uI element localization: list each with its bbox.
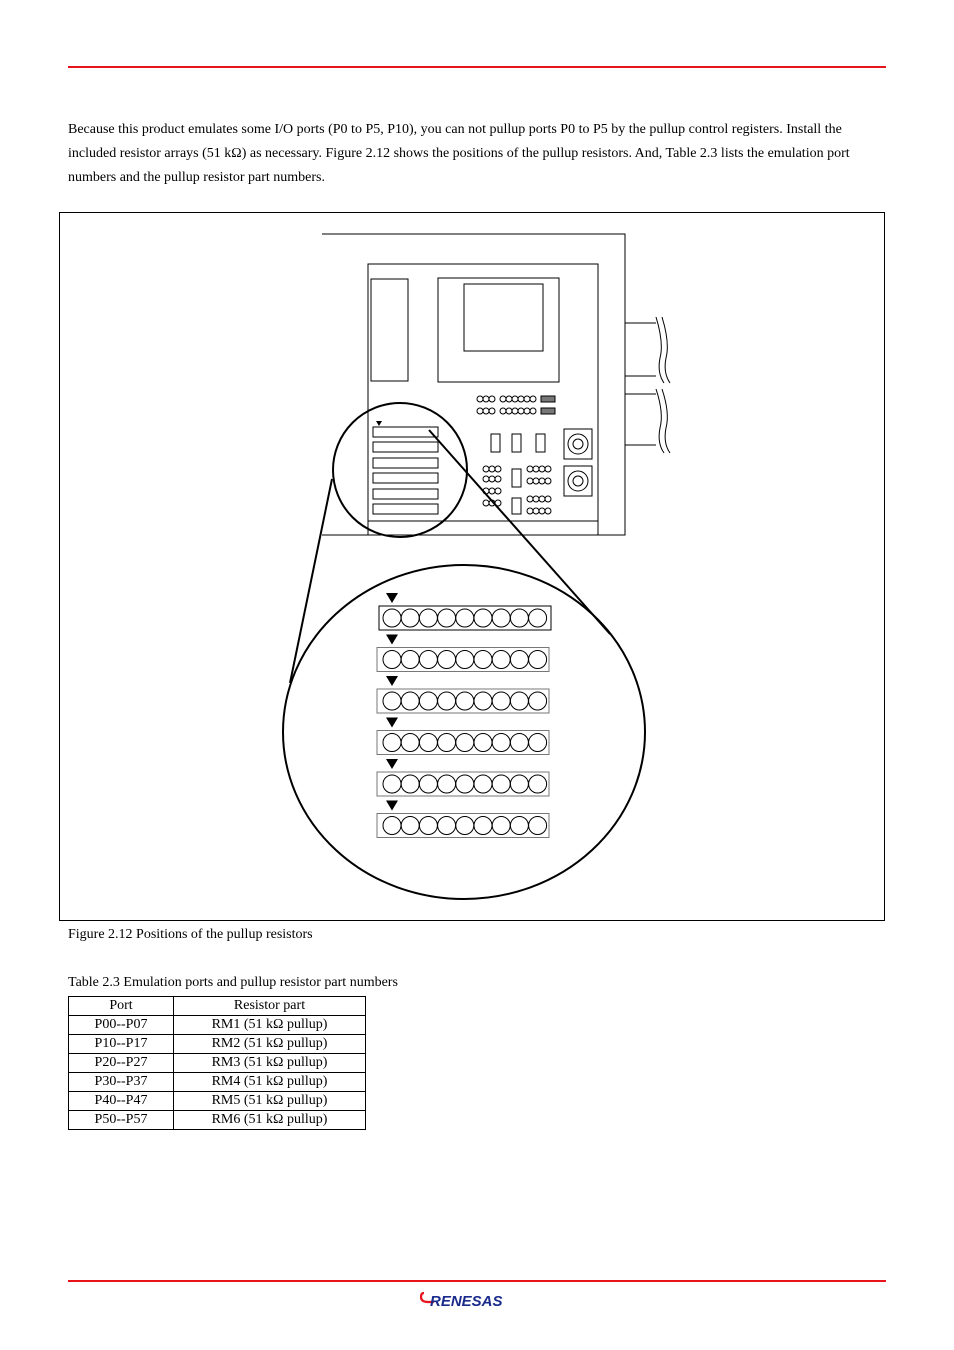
- resistor-pin: [456, 734, 474, 752]
- resistor-pin: [401, 817, 419, 835]
- resistor-pin: [456, 651, 474, 669]
- resistor-pin: [438, 651, 456, 669]
- table-caption: Table 2.3 Emulation ports and pullup resistor part numbers: [68, 975, 398, 990]
- resistor-pin: [529, 734, 547, 752]
- magnified-resistor-arrays: [377, 593, 551, 838]
- resistor-pin: [474, 609, 492, 627]
- resistor-pin: [438, 734, 456, 752]
- renesas-logo: [420, 1289, 534, 1311]
- figure-frame: [59, 212, 885, 921]
- magnified-view-circle: [283, 565, 645, 899]
- port-resistor-table: [68, 996, 366, 1130]
- resistor-pin: [510, 775, 528, 793]
- left-connector: [371, 279, 408, 381]
- resistor-pin: [456, 609, 474, 627]
- resistor-pin: [474, 692, 492, 710]
- resistor-pin: [383, 609, 401, 627]
- resistor-pin: [529, 692, 547, 710]
- board-diagram: [60, 213, 886, 922]
- pin1-marker-icon: [386, 635, 398, 645]
- logo-text: RENESAS: [430, 1293, 503, 1310]
- pin1-marker-icon: [386, 676, 398, 686]
- body-paragraph: Because this product emulates some I/O ports (P0 to P5, P10), you can not pullup ports P0 to P5 by the pullup control registers. Install the included resistor arrays (51 kΩ) as necessary. Figure 2.12 shows the positions of the pullup resistors. And, Table 2.3 lists the emulation port numbers and the pullup resistor part numbers.: [68, 122, 850, 185]
- header-port: Port: [69, 997, 174, 1016]
- resistor-pin: [383, 734, 401, 752]
- resistor-pin: [492, 609, 510, 627]
- resistor-pin: [510, 692, 528, 710]
- resistor-array: [379, 606, 551, 630]
- resistor-pin: [383, 817, 401, 835]
- resistor-pin: [419, 734, 437, 752]
- resistor-pin: [438, 609, 456, 627]
- resistor-pin: [492, 817, 510, 835]
- resistor-pin: [456, 775, 474, 793]
- board-resistor-arrays: [373, 427, 438, 514]
- resistor-pin: [419, 692, 437, 710]
- port-cell: P50--P57: [69, 1111, 174, 1130]
- jumper-block-2: [483, 466, 551, 514]
- table-row: [69, 1035, 366, 1054]
- mcu-chip: [464, 284, 543, 351]
- resistor-pin: [438, 775, 456, 793]
- resistor-pin: [474, 651, 492, 669]
- resistor-pin: [383, 651, 401, 669]
- port-cell: P00--P07: [69, 1016, 174, 1035]
- resistor-pin: [419, 775, 437, 793]
- resistor-pin: [510, 817, 528, 835]
- resistor-pin: [529, 609, 547, 627]
- resistor-pin: [401, 651, 419, 669]
- header-rule: [68, 66, 886, 68]
- table-row: [69, 1111, 366, 1130]
- resistor-pin: [401, 775, 419, 793]
- board-outline: [322, 234, 625, 535]
- resistor-pin: [419, 651, 437, 669]
- resistor-pin: [492, 651, 510, 669]
- table-header-row: [69, 997, 366, 1016]
- resistor-cell: RM6 (51 kΩ pullup): [174, 1111, 366, 1130]
- port-cell: P40--P47: [69, 1092, 174, 1111]
- resistor-pin: [529, 651, 547, 669]
- table-row: [69, 1016, 366, 1035]
- resistor-cell: RM3 (51 kΩ pullup): [174, 1054, 366, 1073]
- table-row: [69, 1092, 366, 1111]
- table-row: [69, 1073, 366, 1092]
- resistor-pin: [438, 692, 456, 710]
- resistor-pin: [510, 651, 528, 669]
- resistor-pin: [383, 775, 401, 793]
- resistor-cell: RM1 (51 kΩ pullup): [174, 1016, 366, 1035]
- resistor-pin: [492, 775, 510, 793]
- resistor-pin: [474, 817, 492, 835]
- resistor-pin: [401, 692, 419, 710]
- resistor-cell: RM5 (51 kΩ pullup): [174, 1092, 366, 1111]
- pin1-marker-icon: [386, 759, 398, 769]
- pin1-marker-icon: [386, 801, 398, 811]
- resistor-pin: [492, 734, 510, 752]
- resistor-pin: [529, 817, 547, 835]
- resistor-pin: [438, 817, 456, 835]
- resistor-pin: [456, 692, 474, 710]
- port-cell: P30--P37: [69, 1073, 174, 1092]
- resistor-pin: [529, 775, 547, 793]
- figure-caption: Figure 2.12 Positions of the pullup resistors: [68, 927, 313, 942]
- table-row: [69, 1054, 366, 1073]
- pin1-marker-icon: [386, 718, 398, 728]
- resistor-cell: RM2 (51 kΩ pullup): [174, 1035, 366, 1054]
- resistor-pin: [401, 609, 419, 627]
- resistor-pin: [401, 734, 419, 752]
- resistor-pin: [419, 817, 437, 835]
- resistor-pin: [492, 692, 510, 710]
- resistor-pin: [419, 609, 437, 627]
- port-cell: P20--P27: [69, 1054, 174, 1073]
- footer-rule: [68, 1280, 886, 1282]
- magnify-source-circle: [333, 403, 467, 537]
- resistor-pin: [456, 817, 474, 835]
- resistor-pin: [474, 734, 492, 752]
- mcu-socket: [438, 278, 559, 382]
- jumper-block-1: [477, 396, 536, 414]
- resistor-pin: [510, 734, 528, 752]
- pin1-marker-icon: [386, 593, 398, 603]
- resistor-pin: [383, 692, 401, 710]
- resistor-cell: RM4 (51 kΩ pullup): [174, 1073, 366, 1092]
- resistor-pin: [474, 775, 492, 793]
- resistor-pin: [510, 609, 528, 627]
- header-resistor-part: Resistor part: [174, 997, 366, 1016]
- port-cell: P10--P17: [69, 1035, 174, 1054]
